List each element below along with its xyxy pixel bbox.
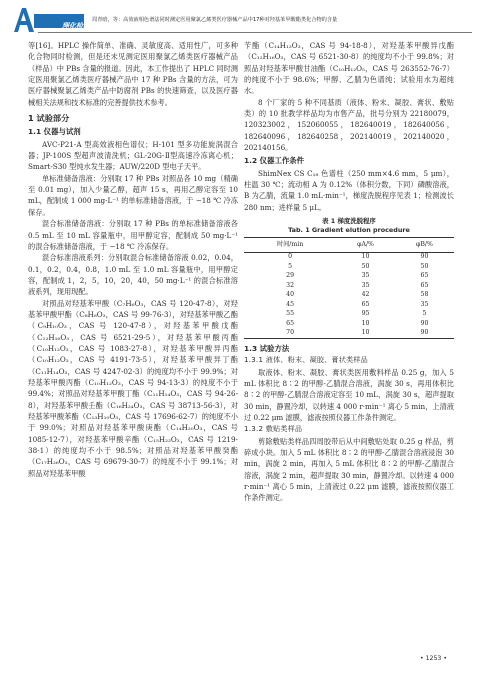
table-cell: 10 [361, 319, 370, 327]
journal-brand-bar [34, 14, 121, 30]
table-row [244, 262, 454, 272]
section-1-3-2-title: 1.3.2 敷贴类样品 [244, 425, 303, 434]
table-cell: 65 [420, 281, 429, 289]
standards-continued: 苄酯（C₁₄H₁₂O₃，CAS 号 94-18-8），对羟基苯甲酸异戊酯（C₁₂H₁₆O₃，CAS 号 6521-30-8）的纯度均不小于 99.8%；对照品对羟基苯甲酸甘油酯（C₁₀H₁₂O₅，CAS 号 263552-76-7）的纯度不小于 98.6%；甲醇、乙腈为色谱纯；试验用水为超纯水。 [244, 41, 454, 96]
table-cell: 70 [244, 329, 336, 339]
table-cell: 35 [361, 272, 370, 279]
table-cell: 55 [286, 310, 295, 317]
table-cell: 42 [361, 291, 370, 298]
table-header-phase-b: φB/% [395, 238, 454, 252]
table-header-phase-a: φA/% [336, 238, 395, 252]
table-row [244, 300, 454, 310]
table-cell: 5 [288, 262, 293, 270]
table-cell: 45 [286, 300, 295, 308]
table-cell: 65 [286, 319, 295, 327]
table-1-caption: 表 1 梯度洗脱程序 [322, 217, 376, 226]
section-1-2-title: 1.2 仪器工作条件 [244, 156, 305, 166]
table-cell: 50 [420, 262, 429, 270]
table-row [244, 252, 454, 262]
table-cell: 95 [361, 310, 370, 317]
section-1-title: 1 试验部分 [28, 113, 70, 124]
table-cell: 90 [420, 319, 429, 327]
page-header [8, 8, 472, 34]
table-row [244, 272, 454, 282]
journal-logo-icon [12, 8, 34, 32]
method-2-paragraph: 剪除敷贴类样品四周胶带后从中间敷贴处取 0.25 g 样品，剪碎成小块。加入 5 mL 体积比 8∶2 的甲醇-乙腈混合溶液浸泡 30 min，涡旋 2 min，再加入 5 mL 体积比 8∶2 的甲醇-乙腈混合溶液，涡旋 2 min，超声提取 30 min，静置冷却。以转速 4 000 r·min⁻¹ 离心 5 min，上清液过 0.22 μm 滤膜，滤液按照仪器工作条件测定。 [244, 436, 454, 503]
table-cell: 5 [422, 310, 427, 317]
table-header-row [244, 238, 454, 252]
samples-paragraph: 8 个厂家的 5 种不同基质（液体、粉末、凝胶、膏状、敷贴类）的 10 批教学样品均为市售产品，批号分别为 22180079，120323002，152060055，182640019，182640056，182640096，182640258，202140019，202140020，202140156。 [244, 97, 454, 153]
table-cell: 40 [286, 291, 295, 298]
left-column [28, 40, 238, 479]
method-1-paragraph: 取液体、粉末、凝胶、膏状类医用敷料样品 0.25 g，加入 5 mL 体积比 8∶2 的甲醇-乙腈混合溶液，涡旋 30 s，再用体积比 8∶2 的甲醇-乙腈混合溶液定容至 10 mL，涡旋 30 s，超声提取 30 min，静置冷却，以转速 4 000 r·min⁻¹ 离心 5 min，上清液过 0.22 μm 滤膜，滤液按照仪器工作条件测定。 [244, 367, 454, 423]
page-number: • 1253 • [420, 655, 447, 662]
instruments-paragraph: AVC-P21-A 型高效液相色谱仪；H-101 型多功能旋涡混合器；JP-100S 型超声波清洗机；GL-20G-Ⅱ型高速冷冻离心机；Smart-S30 型纯水发生器；AUW/220D 型电子天平。 [28, 139, 238, 172]
table-1-caption-en: Tab. 1 Gradient elution procedure [288, 226, 410, 235]
table-cell: 50 [361, 262, 370, 270]
table-cell: 58 [420, 291, 429, 298]
table-cell: 32 [286, 281, 295, 289]
journal-brand: 理化检验-化学分册 [62, 22, 121, 30]
section-1-3-title: 1.3 试验方法 [244, 344, 290, 353]
table-cell: 10 [336, 329, 395, 339]
table-body [244, 252, 454, 339]
header-rule [38, 32, 472, 33]
table-cell: 0 [288, 253, 293, 260]
table-cell: 35 [420, 300, 429, 308]
running-title: 周青晗，等：高效液相色谱法同时测定医用聚氯乙烯类医疗器械产品中17种对羟基苯甲酸酯类化合物的含量 [92, 17, 338, 23]
table-row [244, 329, 454, 339]
mixed-stock-paragraph: 混合标准储备溶液：分别取 17 种 PBs 的单标准储备溶液各 0.5 mL 至 10 mL 容量瓶中，用甲醇定容，配制成 50 mg·L⁻¹ 的混合标准储备溶液，于 −18 ℃ 冷冻保存。 [28, 219, 238, 251]
section-1-1-title: 1.1 仪器与试剂 [28, 127, 81, 137]
table-row [244, 310, 454, 320]
table-cell: 10 [361, 253, 370, 260]
table-cell: 90 [395, 329, 454, 339]
table-row [244, 319, 454, 329]
section-1-3-1-title: 1.3.1 液体、粉末、凝胶、膏状类样品 [244, 356, 369, 365]
table-row [244, 281, 454, 291]
intro-paragraph: 等[16]。HPLC 操作简单、准确、灵敏度高、适用性广，可多种化合物同时检测，但是还未见测定医用聚氯乙烯类医疗器械产品（样品）中 PBs 含量的报道。因此，本工作提出了 HPLC 同时测定医用聚氯乙烯类医疗器械产品中 17 种 PBs 含量的方法，可为医疗器械聚氯乙烯类产品中防腐剂 PBs 的快速筛查，以及医疗器械相关法规和技术标准的完善提供技术参考。 [28, 41, 238, 107]
table-row [244, 291, 454, 301]
table-cell: 29 [286, 272, 295, 279]
table-header-time: 时间/min [244, 238, 336, 252]
table-cell: 65 [361, 300, 370, 308]
single-std-paragraph: 单标准储备溶液：分别取 17 种 PBs 对照品各 10 mg（精确至 0.01 mg），加入少量乙醇，超声 15 s，再用乙醇定容至 10 mL，配制成 1 000 mg·L⁻¹ 的单标准储备溶液，于 −18 ℃ 冷冻保存。 [28, 173, 238, 217]
table-cell: 35 [361, 281, 370, 289]
conditions-paragraph: ShimNex CS C₁₈ 色谱柱（250 mm×4.6 mm，5 μm），柱温 30 ℃；流动相 A 为 0.12%（体积分数，下同）磷酸溶液，B 为乙腈，流量 1.0 mL·min⁻¹，梯度洗脱程序见表 1；检测波长 280 nm；进样量 5 μL。 [244, 168, 454, 212]
right-column [244, 40, 454, 504]
gradient-table [244, 237, 454, 339]
mixed-series-paragraph: 混合标准溶液系列：分别取混合标准储备溶液 0.02，0.04，0.1，0.2，0.4，0.8，1.0 mL 至 1.0 mL 容量瓶中，用甲醇定容，配制成 1，2，5，10，20，40，50 mg·L⁻¹ 的混合标准溶液系列，现用现配。 [28, 253, 238, 297]
standards-paragraph: 对照品对羟基苯甲酸（C₇H₆O₃，CAS 号 120-47-8），对羟基苯甲酸甲酯（C₈H₈O₃，CAS 号 99-76-3），对羟基苯甲酸乙酯（C₉H₁₀O₃，CAS 号 120-47-8），对羟基苯甲酸戊酯（C₁₂H₁₆O₃，CAS 号 6521-29-5），对羟基苯甲酸丙酯（C₁₀H₁₂O₃，CAS 号 1083-27-8），对羟基苯甲酸异丙酯（C₁₀H₁₂O₃，CAS 号 4191-73-5），对羟基苯甲酸异丁酯（C₁₁H₁₄O₃，CAS 号 4247-02-3）的纯度均不小于 99.9%；对羟基苯甲酸丙酯（C₁₀H₁₂O₃，CAS 号 94-13-3）的纯度不小于 99.4%；对照品对羟基苯甲酸丁酯（C₁₁H₁₄O₃，CAS 号 94-26-8），对羟基苯甲酸壬酯（C₁₆H₂₄O₃，CAS 号 38713-56-3），对羟基苯甲酸苯酯（C₁₃H₁₀O₃，CAS 号 17696-62-7）的纯度不小于 99.0%；对照品对羟基苯甲酸庚酯（C₁₄H₂₀O₃，CAS 号 1085-12-7），对羟基苯甲酸辛酯（C₁₅H₂₂O₃，CAS 号 1219-38-1）的纯度均不小于 98.5%；对照品对羟基苯甲酸癸酯（C₁₇H₂₆O₃，CAS 号 69679-30-7）的纯度不小于 99.1%；对照品对羟基苯甲酸 [28, 298, 238, 478]
table-cell: 65 [420, 272, 429, 279]
table-cell: 90 [420, 253, 429, 260]
